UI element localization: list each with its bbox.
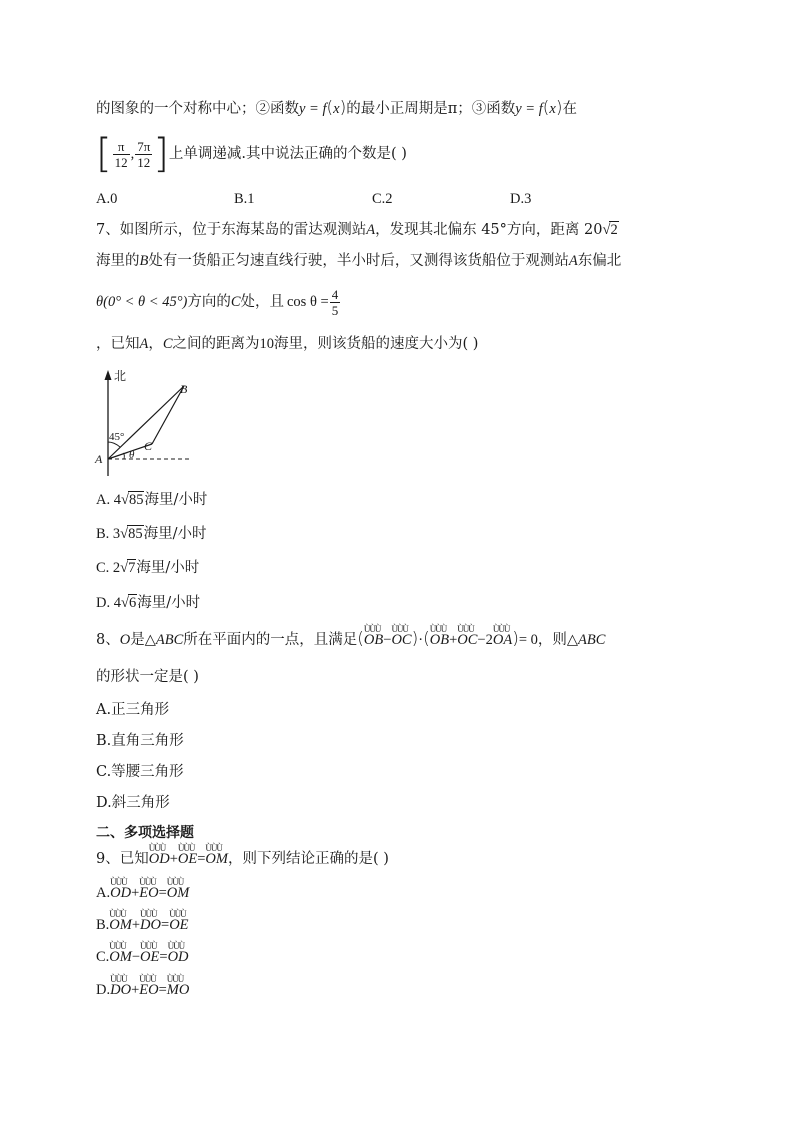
vector-od: ÙÙÙ OD [149,849,170,869]
option-a: A.0 [96,191,118,207]
vector-oe: ÙÙÙ OE [178,849,197,869]
option-c: C. 2√7海里/小时 [96,560,200,576]
vector-ob: ÙÙÙ OB [430,630,449,650]
q8-line1: 8、O是△ABC所在平面内的一点，且满足(ÙÙÙ OB−ÙÙÙ OC)·(ÙÙÙ OB+ÙÙÙ OC−2ÙÙÙ OA)= 0，则△ABC [96,629,605,650]
section-heading: 二、多项选择题 [96,825,194,841]
fraction: $\frac{4}{5}$ [331,286,339,318]
option-d: D. 4√6海里/小时 [96,595,201,611]
radar-diagram [94,368,204,480]
q7-line2: 海里的B处有一货船正匀速直线行驶，半小时后，又测得该货船位于观测站A东偏北 [96,253,622,269]
option-b: B.直角三角形 [96,733,184,749]
option-b: B.ÙÙÙ OM+ÙÙÙ DO=ÙÙÙ OE [96,915,189,935]
fraction: $\frac{\pi}{12}$ [114,138,128,170]
label-north: 北 [114,369,127,383]
option-d: D.斜三角形 [96,795,170,811]
q8-line2: 的形状一定是( ) [96,669,199,685]
option-d: D.3 [510,191,532,207]
label-theta: θ [129,449,135,461]
option-c: C.2 [372,191,393,207]
label-a: A [95,452,103,466]
option-d: D.ÙÙÙ DO+ÙÙÙ EO=ÙÙÙ MO [96,980,189,1000]
vector-om: ÙÙÙ OM [205,849,228,869]
option-c: C.ÙÙÙ OM−ÙÙÙ OE=ÙÙÙ OD [96,947,189,967]
label-c: C [144,439,153,453]
label-b: B [180,382,188,396]
label-45: 45° [109,431,125,443]
option-c: C.等腰三角形 [96,764,184,780]
option-b: B. 3√85海里/小时 [96,526,207,542]
q7-line1: 7、如图所示，位于东海某岛的雷达观测站A，发现其北偏东 45°方向，距离 20√2 [96,222,618,238]
vector-oc: ÙÙÙ OC [391,630,411,650]
option-a: A. 4√85海里/小时 [96,492,208,508]
vector-ob: ÙÙÙ OB [364,630,383,650]
q9-line1: 9、已知ÙÙÙ OD+ÙÙÙ OE=ÙÙÙ OM，则下列结论正确的是( ) [96,849,389,869]
q6-line2: [ $\frac{\pi}{12}$ , $\frac{7\pi}{12}$ ]上单调递减.其中说法正确的个数是( ) [96,131,407,177]
option-b: B.1 [234,191,255,207]
q6-line1: 的图象的一个对称中心；②函数y = f(x)的最小正周期是π；③函数y = f(x)在 [96,98,577,118]
option-a: A.ÙÙÙ OD+ÙÙÙ EO=ÙÙÙ OM [96,883,189,903]
fraction: $\frac{7\pi}{12}$ [137,138,151,170]
vector-oa: ÙÙÙ OA [493,630,512,650]
north-arrow [105,370,112,380]
q7-line3: θ(0° < θ < 45°)方向的C处，且 cos θ = $\frac{4}{5}$ [96,286,339,318]
q7-line4: ，已知A，C之间的距离为10海里，则该货船的速度大小为( ) [96,336,479,352]
option-a: A.正三角形 [96,702,170,718]
vector-oc: ÙÙÙ OC [457,630,477,650]
